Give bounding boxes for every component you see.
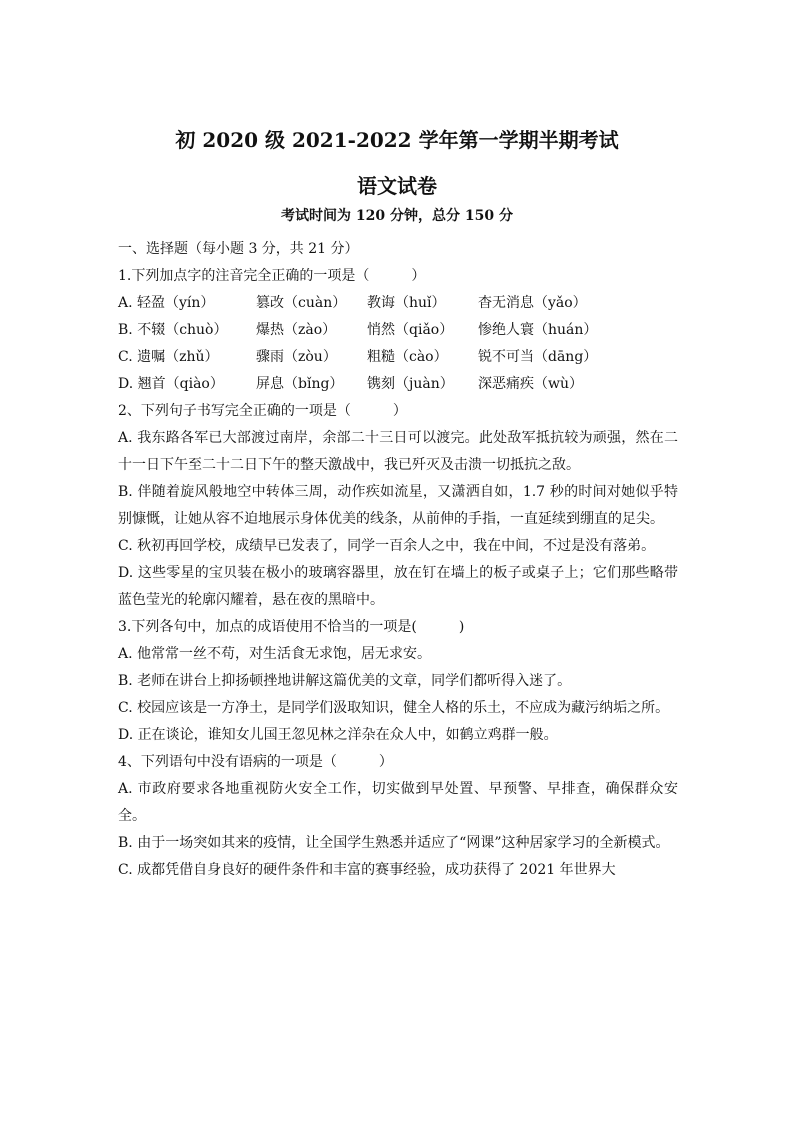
q1-option-a — [118, 290, 678, 317]
q2-option-c: C. 秋初再回学校，成绩早已发表了，同学一百余人之中，我在中间，不过是没有落弟。 — [118, 538, 656, 554]
q1-option-b — [118, 317, 678, 344]
question-1-stem: 1.下列加点字的注音完全正确的一项是（ ） — [118, 268, 426, 284]
q1-c-item-2: 骤雨（zòu） — [256, 349, 337, 365]
q4-option-b: B. 由于一场突如其来的疫情，让全国学生熟悉并适应了“网课”这种居家学习的全新模式。 — [118, 835, 670, 851]
q3-option-c: C. 校园应该是一方净土，是同学们汲取知识，健全人格的乐土，不应成为藏污纳垢之所。 — [118, 700, 670, 716]
q1-c-item-4: 锐不可当（dāng） — [478, 349, 598, 365]
q3-option-b: B. 老师在讲台上抑扬顿挫地讲解这篇优美的文章，同学们都听得入迷了。 — [118, 673, 572, 689]
q1-a-item-4: 杳无消息（yǎo） — [478, 295, 587, 311]
q1-d-item-3: 镌刻（juàn） — [367, 376, 454, 392]
q1-c-item-1: C. 遗嘱（zhǔ） — [118, 349, 219, 365]
question-2-stem: 2、下列句子书写完全正确的一项是（ ） — [118, 403, 407, 419]
q1-b-item-1: B. 不辍（chuò） — [118, 322, 228, 338]
q1-b-item-3: 悄然（qiǎo） — [367, 322, 454, 338]
exam-content — [118, 236, 678, 884]
q1-option-c — [118, 344, 678, 371]
q1-a-item-3: 教诲（huǐ） — [367, 295, 446, 311]
question-4-stem: 4、下列语句中没有语病的一项是（ ） — [118, 754, 393, 770]
q2-option-a: A. 我东路各军已大部渡过南岸，余部二十三日可以渡完。此处敌军抵抗较为顽强，然在二十一日下午至二十二日下午的整天激战中，我已歼灭及击溃一切抵抗之敌。 — [118, 430, 678, 473]
q3-option-a: A. 他常常一丝不苟，对生活食无求饱，居无求安。 — [118, 646, 432, 662]
exam-info: 考试时间为 120 分钟，总分 150 分 — [281, 208, 513, 224]
q1-b-item-4: 惨绝人寰（huán） — [478, 322, 598, 338]
q1-a-item-2: 篡改（cuàn） — [256, 295, 347, 311]
q1-d-item-2: 屏息（bǐng） — [256, 376, 344, 392]
q1-b-item-2: 爆热（zào） — [256, 322, 337, 338]
q3-option-d: D. 正在谈论，谁知女儿国王忽见林之洋杂在众人中，如鹤立鸡群一般。 — [118, 727, 558, 743]
section-heading: 一、选择题（每小题 3 分，共 21 分） — [118, 241, 359, 257]
q1-d-item-1: D. 翘首（qiào） — [118, 376, 224, 392]
exam-title: 初 2020 级 2021-2022 学年第一学期半期考试 — [175, 128, 619, 152]
q1-a-item-1: A. 轻盈（yín） — [118, 295, 215, 311]
q1-c-item-3: 粗糙（cào） — [367, 349, 448, 365]
q4-option-c: C. 成都凭借自身良好的硬件条件和丰富的赛事经验，成功获得了 2021 年世界大 — [118, 862, 616, 878]
q2-option-d: D. 这些零星的宝贝装在极小的玻璃容器里，放在钉在墙上的板子或桌子上；它们那些略带蓝色莹光的轮廓闪耀着，悬在夜的黑暗中。 — [118, 565, 678, 608]
q1-d-item-4: 深恶痛疾（wù） — [478, 376, 583, 392]
q2-option-b: B. 伴随着旋风般地空中转体三周，动作疾如流星，又潇洒自如，1.7 秒的时间对她似乎特别慷慨，让她从容不迫地展示身体优美的线条，从前伸的手指，一直延续到绷直的足尖。 — [118, 484, 678, 527]
q1-option-d — [118, 371, 678, 398]
q4-option-a: A. 市政府要求各地重视防火安全工作，切实做到早处置、早预警、早排查，确保群众安全。 — [118, 781, 678, 824]
exam-subtitle: 语文试卷 — [357, 174, 437, 198]
question-3-stem: 3.下列各句中，加点的成语使用不恰当的一项是( ) — [118, 619, 465, 635]
